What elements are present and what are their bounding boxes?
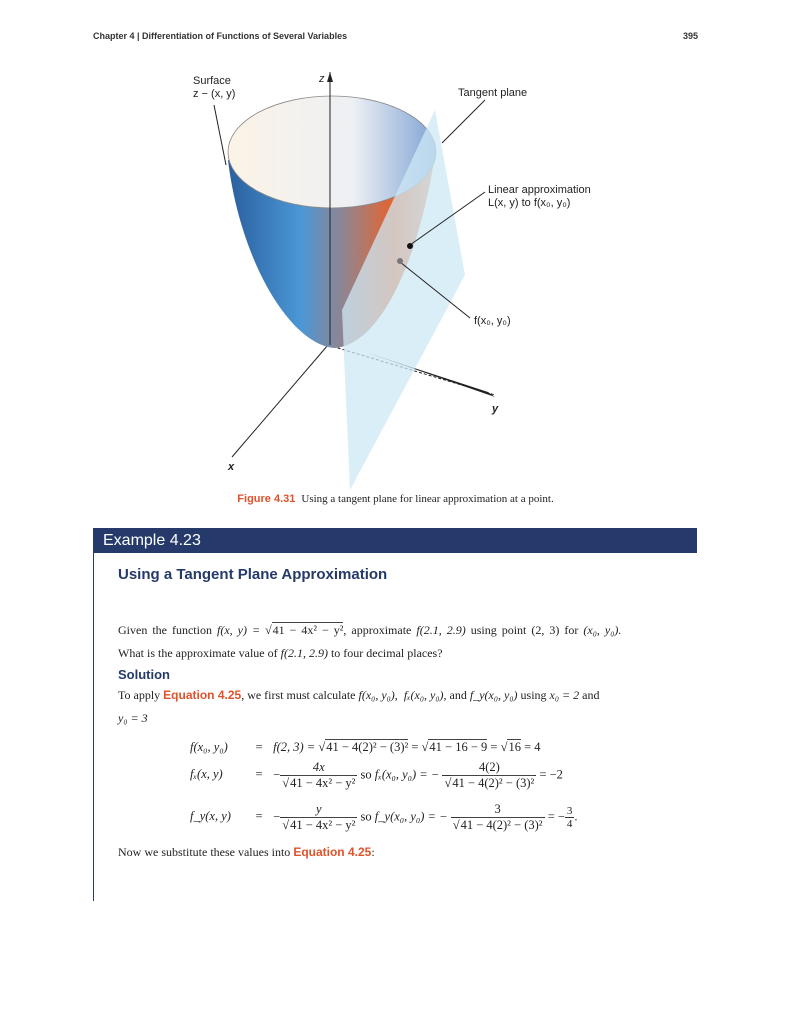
equation-link[interactable]: Equation 4.25 [163, 688, 242, 702]
solution-line-2: y₀ = 3 [118, 711, 148, 725]
chapter-header: Chapter 4 | Differentiation of Functions of Several Variables [93, 31, 348, 41]
example-banner: Example 4.23 [93, 528, 697, 553]
solution-heading: Solution [118, 667, 170, 682]
problem-line-1: Given the function f(x, y) = √41 − 4x² − y², approximate f(2.1, 2.9) using point (2, 3) for (x₀, y₀). [118, 623, 622, 637]
linear-approx-label: Linear approximation [488, 184, 591, 196]
solution-line-3: Now we substitute these values into Equation 4.25: [118, 845, 375, 859]
x-axis-label: x [228, 461, 235, 473]
problem-line-2: What is the approximate value of f(2.1, 2.9) to four decimal places? [118, 646, 443, 660]
z-axis-label: z [319, 73, 325, 85]
surface-eq-label: z − (x, y) [193, 88, 236, 100]
equation-f: f(x₀, y₀) = f(2, 3) = √41 − 4(2)² − (3)² = √41 − 16 − 9 = √16 = 4 [190, 740, 541, 754]
equation-fx: fₓ(x, y) = − $\frac{4x}{\text{√41 − 4x² − y²}}$ so fₓ(x₀, y₀) = − $\frac{4(2)}{\text{√41 − 4(2)² − (3)²}}$ = −2 [190, 760, 563, 790]
example-title: Using a Tangent Plane Approximation [118, 566, 388, 583]
page-number: 395 [682, 31, 698, 41]
function-point [397, 258, 403, 264]
point-label: f(x₀, y₀) [474, 315, 511, 327]
linear-approx-eq-label: L(x, y) to f(x₀, y₀) [488, 197, 571, 209]
example-sidebar-line [93, 553, 94, 901]
equation-link[interactable]: Equation 4.25 [293, 845, 372, 859]
solution-line-1: To apply Equation 4.25, we first must calculate f(x₀, y₀), fₓ(x₀, y₀), and f_y(x₀, y₀) using x₀ = 2 and [118, 688, 600, 702]
tangent-plane-label: Tangent plane [458, 87, 528, 99]
equation-fy: f_y(x, y) = − $\frac{y}{\text{√41 − 4x² − y²}}$ so f_y(x₀, y₀) = − $\frac{3}{\text{√41 − 4(2)² − (3)²}}$ = − $\frac{3}{4}$ . [190, 802, 578, 832]
y-axis-label: y [492, 403, 499, 415]
figure-number: Figure 4.31 [237, 493, 296, 505]
figure-caption [0, 493, 791, 505]
x-axis [232, 345, 328, 457]
caption-text: Using a tangent plane for linear approximation at a point. [301, 493, 554, 505]
surface-label: Surface [193, 75, 231, 87]
linear-approx-point [407, 243, 413, 249]
